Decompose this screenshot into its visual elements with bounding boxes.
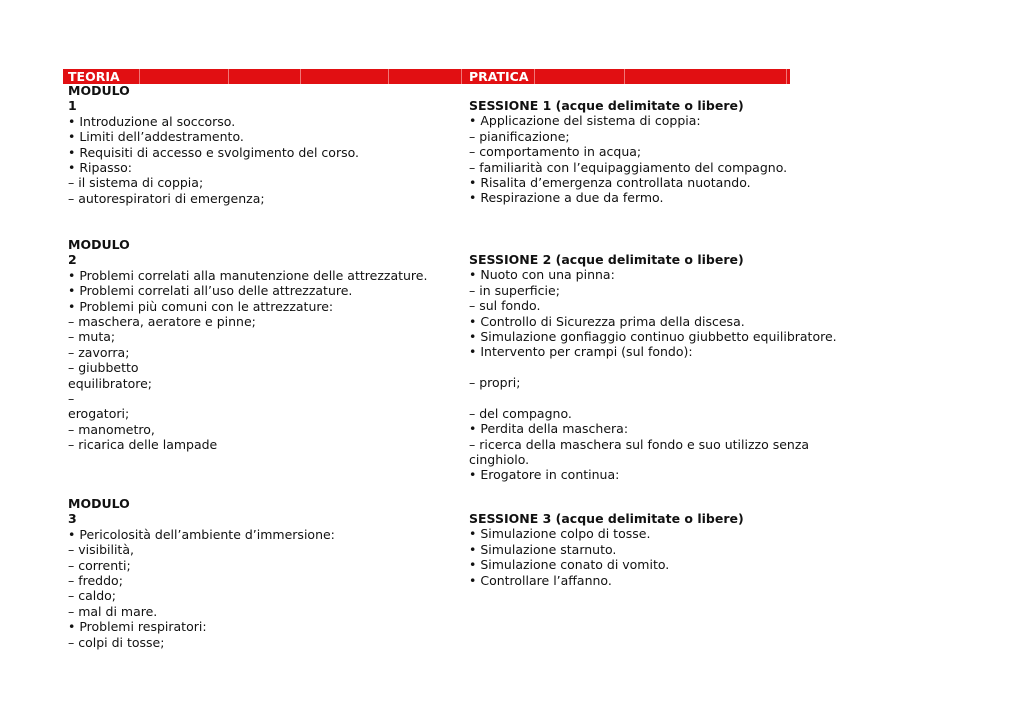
list-item: – maschera, aeratore e pinne; xyxy=(68,313,256,329)
list-item: • Limiti dell’addestramento. xyxy=(68,129,244,145)
list-item: – comportamento in acqua; xyxy=(469,144,642,160)
list-item: equilibratore; xyxy=(68,375,153,391)
list-item: • Controllare l’affanno. xyxy=(469,572,612,588)
blank-line xyxy=(469,391,837,406)
list-item: • Perdita della maschera: xyxy=(469,421,629,437)
header-pratica: PRATICA xyxy=(469,69,529,84)
list-item: • Simulazione starnuto. xyxy=(469,541,617,557)
list-item: • Applicazione del sistema di coppia: xyxy=(469,113,701,129)
list-item: • Problemi più comuni con le attrezzature: xyxy=(68,298,334,314)
module-title: MODULO xyxy=(68,83,130,98)
list-item: • Problemi respiratori: xyxy=(68,619,207,635)
header-teoria: TEORIA xyxy=(68,69,120,84)
list-item: – zavorra; xyxy=(68,344,130,360)
list-item: • Intervento per crampi (sul fondo): xyxy=(469,344,693,360)
list-item: – muta; xyxy=(68,329,116,345)
list-item: – in superficie; xyxy=(469,282,560,298)
list-item: erogatori; xyxy=(68,406,130,422)
module-2 xyxy=(68,237,427,452)
header-cell-divider xyxy=(534,69,535,84)
session-title: SESSIONE 2 (acque delimitate o libere) xyxy=(469,252,744,267)
list-item: – autorespiratori di emergenza; xyxy=(68,190,265,206)
session-title: SESSIONE 1 (acque delimitate o libere) xyxy=(469,98,744,113)
module-3 xyxy=(68,496,335,650)
session-2 xyxy=(469,252,837,483)
list-item: – del compagno. xyxy=(469,405,572,421)
header-cell-divider xyxy=(786,69,787,84)
header-cell-divider xyxy=(228,69,229,84)
table-header-bar xyxy=(63,69,790,84)
list-item: • Controllo di Sicurezza prima della discesa. xyxy=(469,313,745,329)
list-item: • Erogatore in continua: xyxy=(469,467,620,483)
list-item: – ricerca della maschera sul fondo e suo utilizzo senza xyxy=(469,436,810,452)
list-item: • Problemi correlati alla manutenzione delle attrezzature. xyxy=(68,267,428,283)
list-item: – colpi di tosse; xyxy=(68,634,165,650)
module-number: 3 xyxy=(68,511,77,527)
list-item: – familiarità con l’equipaggiamento del compagno. xyxy=(469,159,788,175)
header-cell-divider xyxy=(624,69,625,84)
list-item: – pianificazione; xyxy=(469,128,570,144)
list-item: • Respirazione a due da fermo. xyxy=(469,190,664,206)
list-item: – giubbetto xyxy=(68,360,139,376)
list-item: – propri; xyxy=(469,375,521,391)
list-item: • Requisiti di accesso e svolgimento del corso. xyxy=(68,144,360,160)
list-item: • Risalita d’emergenza controllata nuotando. xyxy=(469,174,751,190)
list-item: • Problemi correlati all’uso delle attrezzature. xyxy=(68,283,353,299)
list-item: • Nuoto con una pinna: xyxy=(469,267,615,283)
list-item: cinghiolo. xyxy=(469,452,530,468)
list-item: • Simulazione gonfiaggio continuo giubbetto equilibratore. xyxy=(469,328,837,344)
blank-line xyxy=(469,360,837,375)
module-title: MODULO xyxy=(68,496,130,511)
header-cell-divider xyxy=(300,69,301,84)
list-item: – mal di mare. xyxy=(68,603,158,619)
session-3 xyxy=(469,511,744,588)
session-title: SESSIONE 3 (acque delimitate o libere) xyxy=(469,511,744,526)
module-number: 2 xyxy=(68,252,77,268)
list-item: – manometro, xyxy=(68,421,155,437)
list-item: – sul fondo. xyxy=(469,298,541,314)
list-item: – correnti; xyxy=(68,557,131,573)
list-item: – il sistema di coppia; xyxy=(68,175,204,191)
session-1 xyxy=(469,98,787,206)
list-item: • Introduzione al soccorso. xyxy=(68,113,236,129)
list-item: – ricarica delle lampade xyxy=(68,437,218,453)
header-cell-divider xyxy=(461,69,462,84)
list-item: • Ripasso: xyxy=(68,159,132,175)
module-title: MODULO xyxy=(68,237,130,252)
list-item: • Pericolosità dell’ambiente d’immersione: xyxy=(68,526,335,542)
list-item: – visibilità, xyxy=(68,542,134,558)
header-cell-divider xyxy=(388,69,389,84)
header-cell-divider xyxy=(139,69,140,84)
list-item: – xyxy=(68,390,75,406)
list-item: – freddo; xyxy=(68,572,123,588)
module-1 xyxy=(68,83,359,206)
list-item: • Simulazione colpo di tosse. xyxy=(469,526,651,542)
list-item: • Simulazione conato di vomito. xyxy=(469,557,670,573)
list-item: – caldo; xyxy=(68,588,117,604)
module-number: 1 xyxy=(68,98,77,114)
